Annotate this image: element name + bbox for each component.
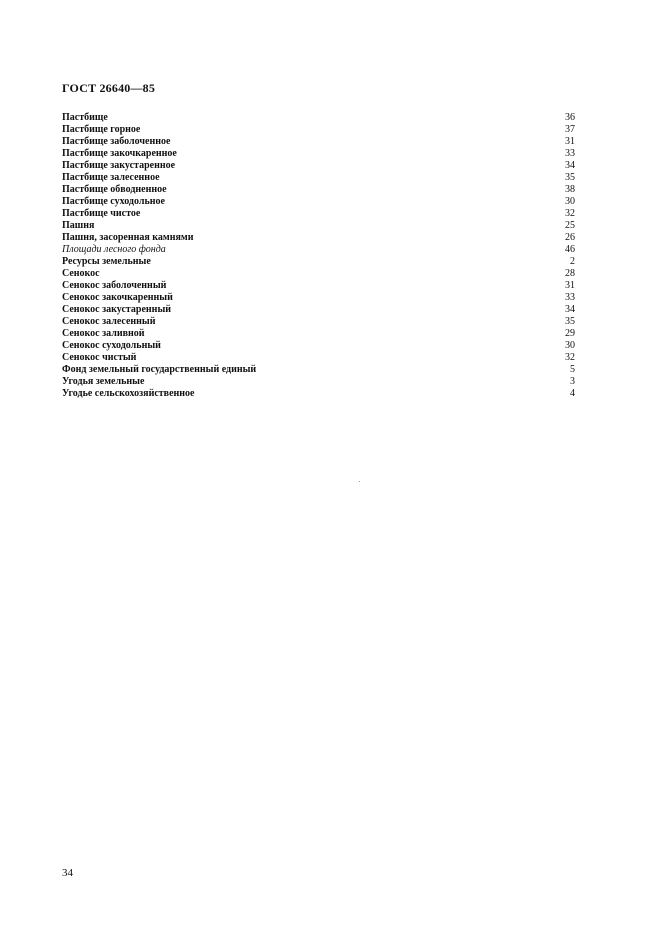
index-page-ref: 32 bbox=[565, 352, 575, 363]
index-page-ref: 26 bbox=[565, 232, 575, 243]
index-entry bbox=[62, 376, 575, 388]
index-entry bbox=[62, 184, 575, 196]
index-page-ref: 30 bbox=[565, 196, 575, 207]
index-page-ref: 33 bbox=[565, 148, 575, 159]
index-term: Сенокос суходольный bbox=[62, 340, 161, 351]
index-term: Пашня, засоренная камнями bbox=[62, 232, 194, 243]
index-term: Пастбище закочкаренное bbox=[62, 148, 177, 159]
scan-speck bbox=[359, 481, 360, 482]
index-entry bbox=[62, 160, 575, 172]
index-term: Сенокос закустаренный bbox=[62, 304, 172, 315]
index-term: Пастбище горное bbox=[62, 124, 141, 135]
index-term: Пастбище заболоченное bbox=[62, 136, 171, 147]
index-entry bbox=[62, 292, 575, 304]
index-page-ref: 29 bbox=[565, 328, 575, 339]
index-page-ref: 33 bbox=[565, 292, 575, 303]
index-page-ref: 5 bbox=[570, 364, 575, 375]
index-page-ref: 28 bbox=[565, 268, 575, 279]
index-entry bbox=[62, 280, 575, 292]
index-page-ref: 35 bbox=[565, 316, 575, 327]
index-term: Пашня bbox=[62, 220, 95, 231]
index-page-ref: 46 bbox=[565, 244, 575, 255]
index-term: Сенокос закочкаренный bbox=[62, 292, 173, 303]
index-entry bbox=[62, 268, 575, 280]
index-entry bbox=[62, 124, 575, 136]
index-entry bbox=[62, 364, 575, 376]
index-entry bbox=[62, 172, 575, 184]
index-term: Сенокос bbox=[62, 268, 100, 279]
index-page-ref: 34 bbox=[565, 160, 575, 171]
index-term: Угодья земельные bbox=[62, 376, 145, 387]
index-term: Площади лесного фонда bbox=[62, 244, 166, 255]
index-entry bbox=[62, 136, 575, 148]
index-entry bbox=[62, 316, 575, 328]
index-page-ref: 32 bbox=[565, 208, 575, 219]
index-term: Угодье сельскохозяйственное bbox=[62, 388, 195, 399]
index-entry bbox=[62, 256, 575, 268]
index-entry bbox=[62, 148, 575, 160]
index-entry bbox=[62, 388, 575, 400]
document-header: ГОСТ 26640—85 bbox=[62, 81, 156, 95]
index-entry bbox=[62, 244, 575, 256]
index-entry bbox=[62, 112, 575, 124]
index-page-ref: 2 bbox=[570, 256, 575, 267]
index-entry bbox=[62, 220, 575, 232]
index-page-ref: 30 bbox=[565, 340, 575, 351]
index-term: Пастбище bbox=[62, 112, 108, 123]
index-term: Сенокос заболоченный bbox=[62, 280, 167, 291]
index-page-ref: 3 bbox=[570, 376, 575, 387]
index-term: Сенокос чистый bbox=[62, 352, 137, 363]
index-entry bbox=[62, 196, 575, 208]
index-page-ref: 36 bbox=[565, 112, 575, 123]
index-term: Пастбище залесенное bbox=[62, 172, 160, 183]
index-term: Сенокос залесенный bbox=[62, 316, 156, 327]
index-page-ref: 38 bbox=[565, 184, 575, 195]
index-page-ref: 31 bbox=[565, 136, 575, 147]
index-entry bbox=[62, 352, 575, 364]
index-entry bbox=[62, 208, 575, 220]
index-term: Пастбище закустаренное bbox=[62, 160, 176, 171]
index-term: Сенокос заливной bbox=[62, 328, 145, 339]
index-entry bbox=[62, 328, 575, 340]
index-page-ref: 25 bbox=[565, 220, 575, 231]
index-entry bbox=[62, 232, 575, 244]
term-index-list bbox=[62, 112, 575, 400]
index-term: Пастбище суходольное bbox=[62, 196, 165, 207]
index-term: Ресурсы земельные bbox=[62, 256, 151, 267]
index-page-ref: 31 bbox=[565, 280, 575, 291]
page-number: 34 bbox=[62, 867, 73, 879]
index-term: Фонд земельный государственный единый bbox=[62, 364, 257, 375]
index-page-ref: 4 bbox=[570, 388, 575, 399]
index-page-ref: 35 bbox=[565, 172, 575, 183]
index-page-ref: 34 bbox=[565, 304, 575, 315]
index-term: Пастбище чистое bbox=[62, 208, 141, 219]
index-page-ref: 37 bbox=[565, 124, 575, 135]
index-entry bbox=[62, 304, 575, 316]
index-entry bbox=[62, 340, 575, 352]
index-term: Пастбище обводненное bbox=[62, 184, 167, 195]
